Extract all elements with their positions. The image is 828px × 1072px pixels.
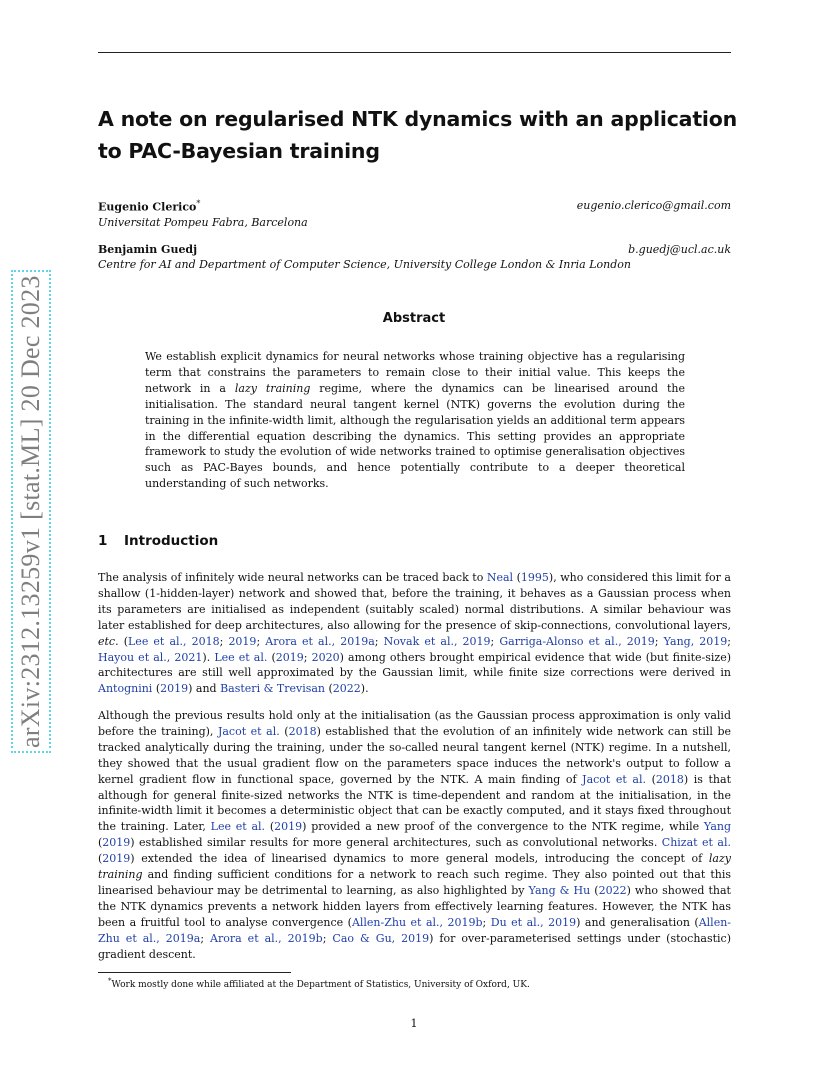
citation-link[interactable]: Allen-Zhu et al., 2019b <box>351 915 483 929</box>
citation-link[interactable]: Neal <box>486 571 514 584</box>
citation-link[interactable]: 1995 <box>520 571 549 584</box>
arxiv-identifier[interactable]: arXiv:2312.13259v1 [stat.ML] 20 Dec 2023 <box>16 275 45 748</box>
citation-link[interactable]: Hayou et al., 2021 <box>98 650 203 664</box>
citation-link[interactable]: Antognini <box>98 682 153 696</box>
citation-link[interactable]: Yang & Hu <box>528 883 591 897</box>
citation-link[interactable]: Jacot et al. <box>217 724 280 738</box>
citation-link[interactable]: Lee et al. <box>210 820 266 834</box>
author-email: b.guedj@ucl.ac.uk <box>628 243 731 256</box>
citation-link[interactable]: Arora et al., 2019b <box>210 931 323 945</box>
citation-link[interactable]: Novak et al., 2019 <box>383 634 491 648</box>
abstract-heading: Abstract <box>382 311 446 326</box>
citation-link[interactable]: 2019 <box>228 634 257 648</box>
footnote-marker[interactable]: * <box>196 199 201 208</box>
paragraph: The analysis of infinitely wide neural networks can be traced back to Neal (1995), who considered this limit for a shallow (1-hidden-layer) network and showed that, before the training, it behaves as a Gaussian process when its parameters are initialised as independent (suitably scaled) normal distributions. A similar behaviour was later established for deep architectures, also allowing for the presence of skip-connections, convolutional layers, etc. (Lee et al., 2018; 2019; Arora et al., 2019a; Novak et al., 2019; Garriga-Alonso et al., 2019; Yang, 2019; Hayou et al., 2021). Lee et al. (2019; 2020) among others brought empirical evidence that wide (but finite-size) architectures are still well approximated by the Gaussian limit, while finite size corrections were derived in Antognini (2019) and Basteri & Trevisan (2022). <box>98 571 732 696</box>
paper-title: A note on regularised NTK dynamics with an application to PAC-Bayesian training <box>98 107 738 163</box>
paragraph: Although the previous results hold only at the initialisation (as the Gaussian process approximation is only valid before the training), Jacot et al. (2018) established that the evolution of an infinitely wide network can still be tracked analytically during the training, under the so-called neural tangent kernel (NTK) regime. In a nutshell, they showed that the usual gradient flow on the parameters space induces the network's output to follow a kernel gradient flow in functional space, governed by the NTK. A main finding of Jacot et al. (2018) is that although for general finite-sized networks the NTK is time-dependent and random at the initialisation, in the infinite-width limit it becomes a deterministic object that can be exactly computed, and it stays fixed throughout the training. Later, Lee et al. (2019) provided a new proof of the convergence to the NTK regime, while Yang (2019) established similar results for more general architectures, such as convolutional networks. Chizat et al. (2019) extended the idea of linearised dynamics to more general models, introducing the concept of lazy training and finding sufficient conditions for a network to reach such regime. They also pointed out that this linearised behaviour may be detrimental to learning, as also highlighted by Yang & Hu (2022) who showed that the NTK dynamics prevents a network hidden layers from effectively learning features. However, the NTK has been a fruitful tool to analyse convergence (Allen-Zhu et al., 2019b; Du et al., 2019) and generalisation (Allen-Zhu et al., 2019a; Arora et al., 2019b; Cao & Gu, 2019) for over-parameterised settings under (stochastic) gradient descent. <box>98 709 732 961</box>
citation-link[interactable]: Cao & Gu, 2019 <box>332 931 430 945</box>
author-affiliation: Universitat Pompeu Fabra, Barcelona <box>98 215 308 229</box>
citation-link[interactable]: Basteri & Trevisan <box>220 682 325 696</box>
section-title: Introduction <box>124 533 219 549</box>
footnote-rule <box>98 972 291 973</box>
citation-link[interactable]: Lee et al., 2018 <box>128 634 220 648</box>
citation-link[interactable]: 2018 <box>288 724 317 738</box>
author-name: Benjamin Guedj <box>98 243 198 256</box>
citation-link[interactable]: Garriga-Alonso et al., 2019 <box>499 634 655 648</box>
section-number: 1 <box>98 533 108 549</box>
citation-link[interactable]: Lee et al. <box>214 650 268 664</box>
page-number: 1 <box>410 1017 418 1030</box>
abstract-text: We establish explicit dynamics for neural networks whose training objective has a regularising term that constrains the parameters to remain close to their initial value. This keeps the network in a lazy training regime, where the dynamics can be linearised around the initialisation. The standard neural tangent kernel (NTK) governs the evolution during the training in the infinite-width limit, although the regularisation yields an additional term appears in the differential equation describing the dynamics. This setting provides an appropriate framework to study the evolution of wide networks trained to optimise generalisation objectives such as PAC-Bayes bounds, and hence potentially contribute to a deeper theoretical understanding of such networks. <box>145 350 685 491</box>
author-block <box>98 243 731 271</box>
citation-link[interactable]: 2022 <box>332 682 361 696</box>
author-email: eugenio.clerico@gmail.com <box>576 199 731 212</box>
citation-link[interactable]: Yang <box>703 820 731 834</box>
top-rule <box>98 52 731 53</box>
citation-link[interactable]: 2019 <box>102 836 131 850</box>
footnote-marker: * <box>108 977 112 985</box>
section-heading <box>98 533 218 549</box>
citation-link[interactable]: 2020 <box>311 650 340 664</box>
citation-link[interactable]: Allen-Zhu et al., 2019a <box>98 915 732 945</box>
citation-link[interactable]: Arora et al., 2019a <box>265 634 375 648</box>
citation-link[interactable]: Yang, 2019 <box>663 634 728 648</box>
citation-link[interactable]: 2018 <box>655 772 684 786</box>
citation-link[interactable]: Jacot et al. <box>582 772 647 786</box>
citation-link[interactable]: 2019 <box>102 852 131 866</box>
citation-link[interactable]: Chizat et al. <box>661 836 731 850</box>
author-name: Eugenio Clerico <box>98 200 197 214</box>
citation-link[interactable]: 2019 <box>274 820 303 834</box>
citation-link[interactable]: Du et al., 2019 <box>490 915 577 929</box>
citation-link[interactable]: 2022 <box>598 883 627 897</box>
author-affiliation: Centre for AI and Department of Computer Science, University College London & Inria London <box>98 258 631 271</box>
citation-link[interactable]: 2019 <box>275 650 304 664</box>
footnote <box>108 977 530 990</box>
citation-link[interactable]: 2019 <box>160 682 189 696</box>
author-block <box>98 199 731 229</box>
footnote-text: Work mostly done while affiliated at the Department of Statistics, University of Oxford, UK. <box>111 980 530 990</box>
